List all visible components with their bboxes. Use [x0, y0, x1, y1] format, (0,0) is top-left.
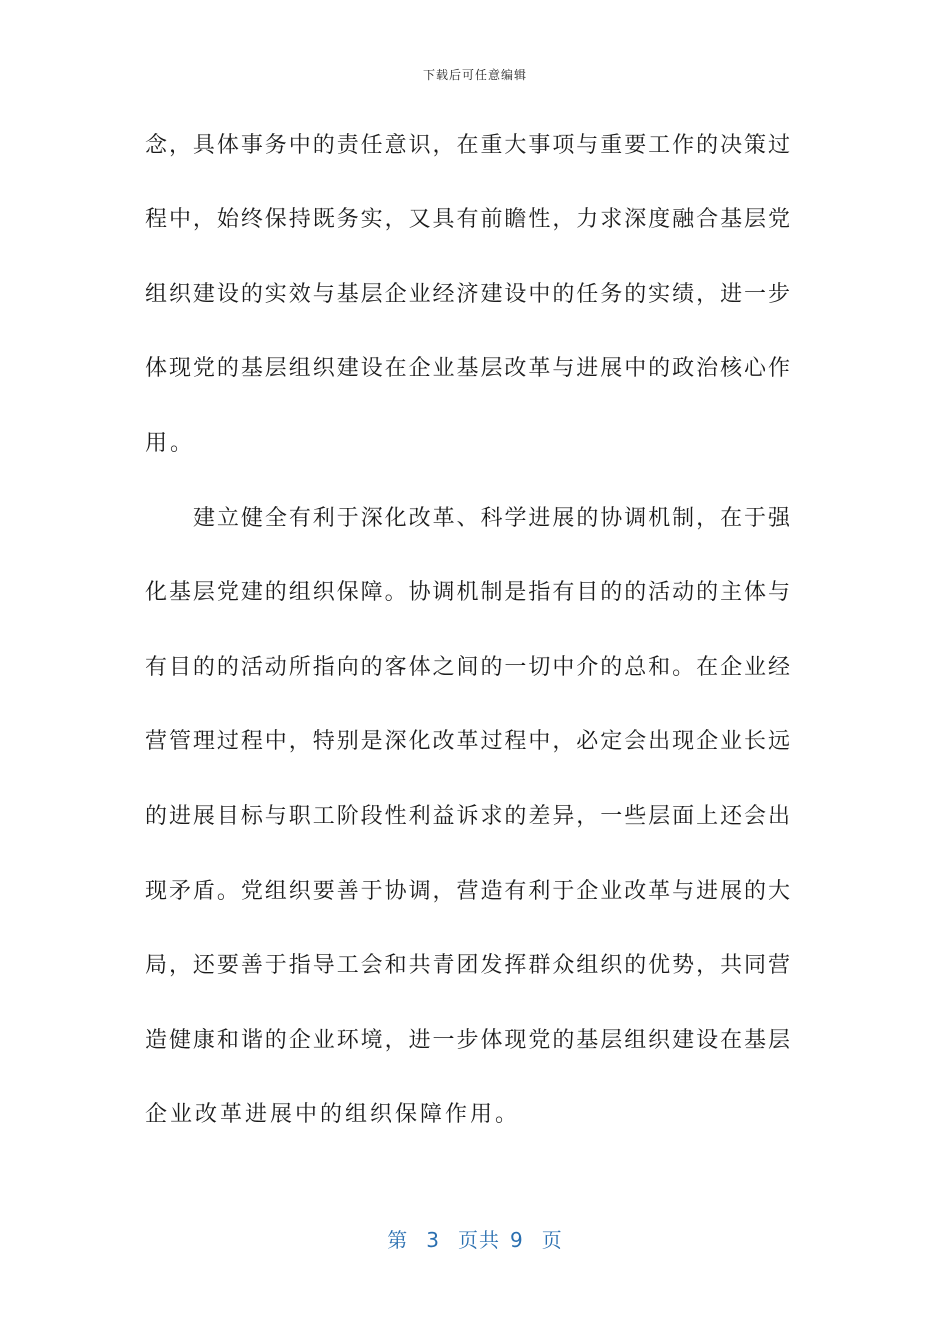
text-line: 用。 [145, 431, 196, 456]
text-line: 局，还要善于指导工会和共青团发挥群众组织的优势，共同营 [145, 953, 790, 978]
footer-middle: 页共 [458, 1228, 500, 1252]
text-line: 现矛盾。党组织要善于协调，营造有利于企业改革与进展的大 [145, 879, 790, 904]
header-note: 下载后可任意编辑 [422, 68, 527, 82]
footer-prefix: 第 [387, 1228, 409, 1252]
text-line: 企业改革进展中的组织保障作用。 [145, 1102, 521, 1127]
text-line: 体现党的基层组织建设在企业基层改革与进展中的政治核心作 [145, 356, 790, 381]
text-line: 程中，始终保持既务实，又具有前瞻性，力求深度融合基层党 [145, 207, 790, 232]
total-page-number: 9 [510, 1228, 524, 1252]
footer-suffix: 页 [541, 1228, 563, 1252]
paragraph-first-line: 建立健全有利于深化改革、科学进展的协调机制，在于强 [193, 506, 790, 531]
text-line: 组织建设的实效与基层企业经济建设中的任务的实绩，进一步 [145, 282, 790, 307]
text-line: 念，具体事务中的责任意识，在重大事项与重要工作的决策过 [145, 133, 790, 158]
text-line: 有目的的活动所指向的客体之间的一切中介的总和。在企业经 [145, 655, 790, 680]
page-number-footer [0, 1224, 950, 1253]
text-line: 的进展目标与职工阶段性利益诉求的差异，一些层面上还会出 [145, 804, 790, 829]
text-line: 营管理过程中，特别是深化改革过程中，必定会出现企业长远 [145, 729, 790, 754]
text-line: 造健康和谐的企业环境，进一步体现党的基层组织建设在基层 [145, 1028, 790, 1053]
text-line: 化基层党建的组织保障。协调机制是指有目的的活动的主体与 [145, 580, 790, 605]
current-page-number: 3 [426, 1228, 440, 1252]
